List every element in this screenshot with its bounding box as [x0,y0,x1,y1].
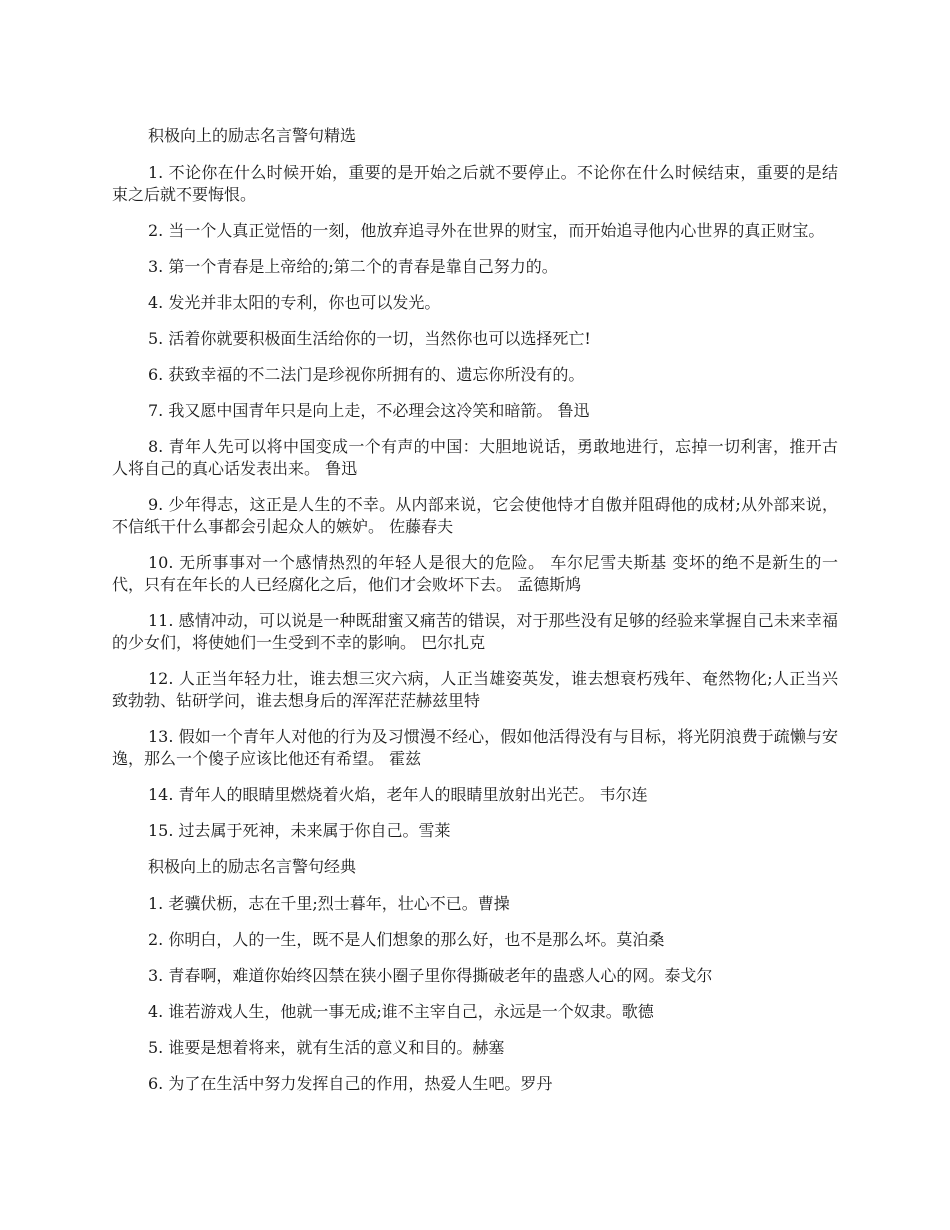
quote-item: 14. 青年人的眼睛里燃烧着火焰，老年人的眼睛里放射出光芒。 韦尔连 [148,785,648,804]
section-title-featured: 积极向上的励志名言警句精选 [148,126,357,145]
quote-item: 10. 无所事事对一个感情热烈的年轻人是很大的危险。 车尔尼雪夫斯基 变坏的绝不是新生的一代，只有在年长的人已经腐化之后，他们才会败坏下去。 孟德斯鸠 [112,553,838,594]
quote-item: 12. 人正当年轻力壮，谁去想三灾六病，人正当雄姿英发，谁去想衰朽残年、奄然物化;人正当兴致勃勃、钻研学问，谁去想身后的浑浑茫茫赫兹里特 [112,669,838,710]
quote-item: 4. 发光并非太阳的专利，你也可以发光。 [148,293,441,312]
quote-item: 5. 谁要是想着将来，就有生活的意义和目的。赫塞 [148,1038,505,1057]
section-title-classic: 积极向上的励志名言警句经典 [148,857,357,876]
quote-item: 11. 感情冲动，可以说是一种既甜蜜又痛苦的错误，对于那些没有足够的经验来掌握自己未来幸福的少女们，将使她们一生受到不幸的影响。 巴尔扎克 [112,611,838,652]
quote-item: 6. 为了在生活中努力发挥自己的作用，热爱人生吧。罗丹 [148,1074,553,1093]
quote-item: 7. 我又愿中国青年只是向上走，不必理会这冷笑和暗箭。 鲁迅 [148,401,590,420]
quote-item: 3. 第一个青春是上帝给的;第二个的青春是靠自己努力的。 [148,257,558,276]
quote-item: 1. 老骥伏枥，志在千里;烈士暮年，壮心不已。曹操 [148,894,510,913]
quote-item: 2. 当一个人真正觉悟的一刻，他放弃追寻外在世界的财宝，而开始追寻他内心世界的真正财宝。 [148,221,825,240]
quote-item: 6. 获致幸福的不二法门是珍视你所拥有的、遗忘你所没有的。 [148,365,585,384]
quote-item: 13. 假如一个青年人对他的行为及习惯漫不经心，假如他活得没有与目标，将光阴浪费于疏懒与安逸，那么一个傻子应该比他还有希望。 霍兹 [112,727,838,768]
quote-item: 8. 青年人先可以将中国变成一个有声的中国：大胆地说话，勇敢地进行，忘掉一切利害，推开古人将自己的真心话发表出来。 鲁迅 [112,437,838,478]
quote-item: 2. 你明白，人的一生，既不是人们想象的那么好，也不是那么坏。莫泊桑 [148,930,665,949]
document-page [112,125,838,1109]
quote-item: 9. 少年得志，这正是人生的不幸。从内部来说，它会使他恃才自傲并阻碍他的成材;从外部来说，不信纸干什么事都会引起众人的嫉妒。 佐藤春夫 [112,495,838,536]
quote-item: 1. 不论你在什么时候开始，重要的是开始之后就不要停止。不论你在什么时候结束，重要的是结束之后就不要悔恨。 [112,163,838,204]
quote-item: 5. 活着你就要积极面生活给你的一切，当然你也可以选择死亡! [148,329,591,348]
quote-item: 3. 青春啊，难道你始终囚禁在狭小圈子里你得撕破老年的蛊惑人心的网。泰戈尔 [148,966,713,985]
quote-item: 4. 谁若游戏人生，他就一事无成;谁不主宰自己，永远是一个奴隶。歌德 [148,1002,654,1021]
quote-item: 15. 过去属于死神，未来属于你自己。雪莱 [148,821,451,840]
